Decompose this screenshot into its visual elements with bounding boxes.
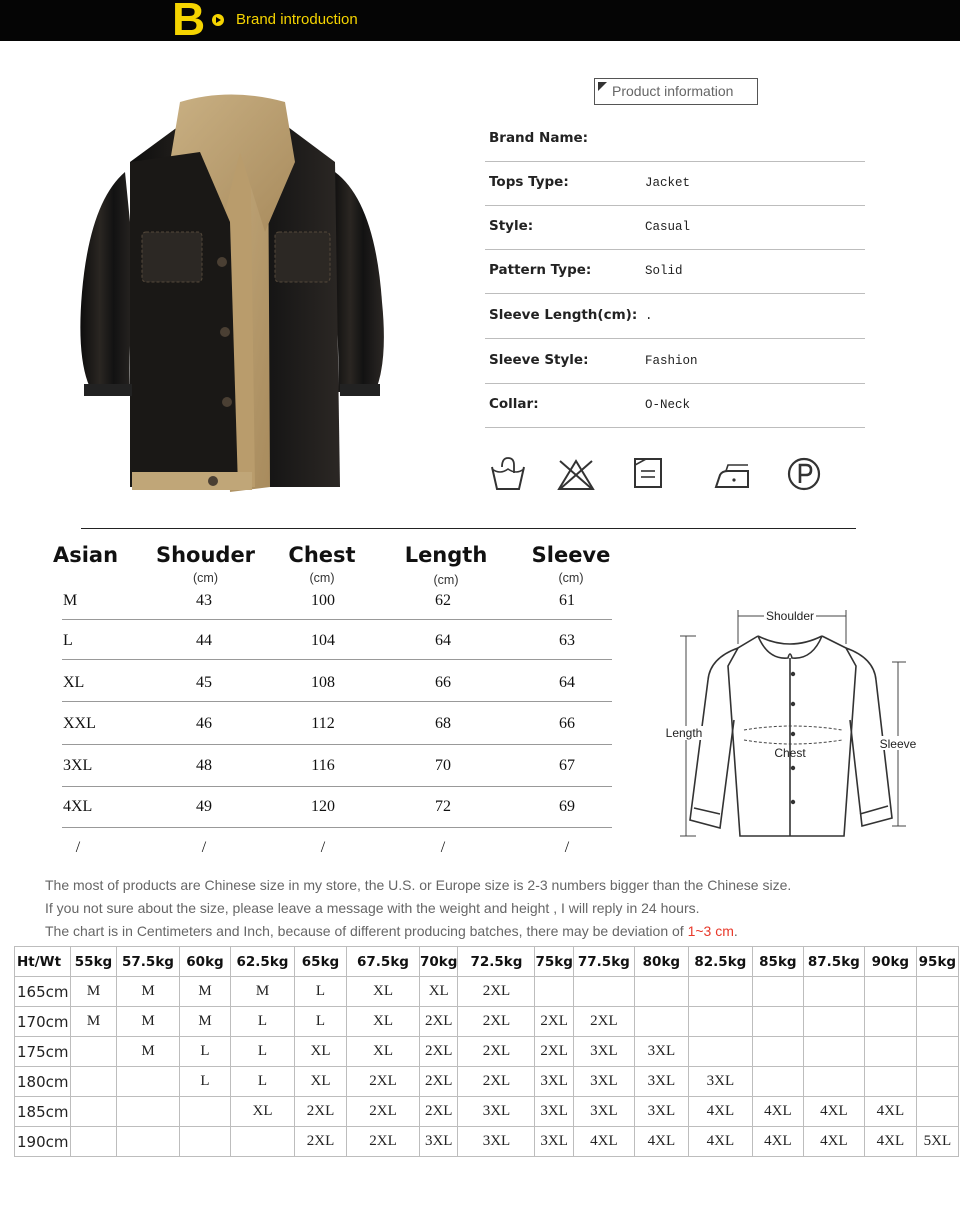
size-chart-value-cell: 112 bbox=[311, 715, 335, 732]
fit-table-size-cell: M bbox=[180, 977, 231, 1007]
fit-table-size-cell bbox=[71, 1127, 117, 1157]
fit-table-size-cell bbox=[71, 1097, 117, 1127]
fit-table-weight-header: 57.5kg bbox=[117, 947, 180, 977]
fit-table-size-cell bbox=[117, 1127, 180, 1157]
size-chart-unit: (cm) bbox=[433, 573, 459, 587]
spec-row-tops-type bbox=[485, 162, 865, 206]
table-row bbox=[15, 1127, 959, 1157]
fit-table-size-cell: 4XL bbox=[688, 1097, 752, 1127]
fit-table-size-cell bbox=[916, 977, 958, 1007]
fit-table-size-cell: 3XL bbox=[573, 1037, 634, 1067]
diagram-label-shoulder: Shoulder bbox=[765, 609, 815, 623]
fit-table-size-cell bbox=[916, 1097, 958, 1127]
size-chart-size-cell: L bbox=[63, 632, 73, 649]
spec-label: Sleeve Style: bbox=[489, 352, 589, 368]
note-deviation-text: The chart is in Centimeters and Inch, because of different producing batches, there may be deviation of bbox=[45, 923, 688, 939]
fit-table-weight-header: 80kg bbox=[634, 947, 688, 977]
fit-table-size-cell: L bbox=[180, 1037, 231, 1067]
size-chart-size-cell: 4XL bbox=[63, 798, 93, 815]
fit-table-size-cell bbox=[752, 1067, 803, 1097]
fit-table-size-cell bbox=[535, 977, 573, 1007]
fit-table-size-cell: M bbox=[117, 1007, 180, 1037]
table-row bbox=[15, 1067, 959, 1097]
fit-table-size-cell: 4XL bbox=[864, 1097, 916, 1127]
size-chart-value-cell: / bbox=[320, 839, 326, 856]
fit-table-weight-header: 60kg bbox=[180, 947, 231, 977]
fit-table-weight-header: 70kg bbox=[420, 947, 458, 977]
fit-table-weight-header: 65kg bbox=[295, 947, 347, 977]
size-chart-value-cell: 49 bbox=[196, 798, 212, 815]
size-chart-size-cell: M bbox=[63, 592, 78, 609]
size-chart-size-cell: 3XL bbox=[63, 757, 93, 774]
brand-logo-letter: B bbox=[172, 0, 206, 45]
size-chart-value-cell: 62 bbox=[435, 592, 451, 609]
fit-table-size-cell: 2XL bbox=[420, 1067, 458, 1097]
fit-table-size-cell: 4XL bbox=[573, 1127, 634, 1157]
fit-table-size-cell: 4XL bbox=[752, 1097, 803, 1127]
spec-value: . bbox=[645, 309, 653, 323]
fit-table-size-cell bbox=[573, 977, 634, 1007]
fit-table-weight-header: 87.5kg bbox=[803, 947, 864, 977]
diagram-label-sleeve: Sleeve bbox=[879, 737, 917, 751]
fit-table-size-cell bbox=[803, 1037, 864, 1067]
fit-table-size-cell: 2XL bbox=[458, 1037, 535, 1067]
spec-row-collar bbox=[485, 384, 865, 428]
dry-clean-p-icon bbox=[785, 455, 825, 493]
spec-label: Style: bbox=[489, 218, 534, 234]
fit-table-size-cell bbox=[916, 1007, 958, 1037]
size-chart-header: Length bbox=[404, 543, 488, 567]
size-chart-unit: (cm) bbox=[558, 571, 584, 585]
fit-table-size-cell bbox=[803, 977, 864, 1007]
do-not-bleach-icon bbox=[556, 455, 596, 493]
fit-table-size-cell bbox=[634, 1007, 688, 1037]
fit-table-weight-header: 75kg bbox=[535, 947, 573, 977]
fit-table-size-cell: 4XL bbox=[803, 1127, 864, 1157]
fit-table-size-cell bbox=[864, 1067, 916, 1097]
size-chart-value-cell: 46 bbox=[196, 715, 212, 732]
fit-table-size-cell bbox=[916, 1037, 958, 1067]
fit-table-corner-header: Ht/Wt bbox=[15, 947, 71, 977]
height-weight-size-table bbox=[14, 946, 959, 1157]
size-chart-value-cell: 116 bbox=[311, 757, 335, 774]
size-chart-row-divider bbox=[62, 827, 612, 828]
diagram-label-length: Length bbox=[665, 726, 703, 740]
fit-table-size-cell bbox=[752, 977, 803, 1007]
fit-table-weight-header: 62.5kg bbox=[231, 947, 295, 977]
fit-table-size-cell: 3XL bbox=[573, 1067, 634, 1097]
measurement-diagram bbox=[660, 600, 920, 845]
size-chart-row-divider bbox=[62, 786, 612, 787]
size-chart-value-cell: 120 bbox=[311, 798, 335, 815]
size-chart-size-cell: XL bbox=[63, 674, 85, 691]
spec-value: Casual bbox=[645, 220, 691, 234]
fit-table-size-cell: 2XL bbox=[347, 1097, 420, 1127]
size-chart-value-cell: 67 bbox=[559, 757, 575, 774]
note-deviation-info bbox=[45, 923, 738, 939]
size-chart-value-cell: 70 bbox=[435, 757, 451, 774]
size-chart-row-divider bbox=[62, 701, 612, 702]
fit-table-size-cell: XL bbox=[231, 1097, 295, 1127]
jacket-product-image bbox=[70, 92, 395, 502]
fit-table-size-cell: XL bbox=[420, 977, 458, 1007]
fit-table-size-cell: XL bbox=[347, 1037, 420, 1067]
fit-table-size-cell: 3XL bbox=[535, 1127, 573, 1157]
note-deviation-end: . bbox=[733, 923, 738, 939]
fit-table-size-cell: 2XL bbox=[573, 1007, 634, 1037]
size-chart-value-cell: 61 bbox=[559, 592, 575, 609]
spec-label: Tops Type: bbox=[489, 174, 569, 190]
fit-table-size-cell: 4XL bbox=[864, 1127, 916, 1157]
fit-table-weight-header: 82.5kg bbox=[688, 947, 752, 977]
fit-table-size-cell bbox=[231, 1127, 295, 1157]
fit-table-size-cell: M bbox=[117, 1037, 180, 1067]
fit-table-size-cell: XL bbox=[347, 977, 420, 1007]
iron-low-icon bbox=[712, 455, 752, 493]
fit-table-size-cell bbox=[688, 977, 752, 1007]
fit-table-weight-header: 77.5kg bbox=[573, 947, 634, 977]
size-chart-header: Shouder bbox=[155, 543, 256, 567]
fit-table-size-cell: 2XL bbox=[420, 1007, 458, 1037]
fit-table-weight-header: 72.5kg bbox=[458, 947, 535, 977]
size-chart-value-cell: 66 bbox=[559, 715, 575, 732]
spec-label: Pattern Type: bbox=[489, 262, 592, 278]
fit-table-size-cell: 3XL bbox=[420, 1127, 458, 1157]
spec-row-pattern-type bbox=[485, 250, 865, 294]
spec-value: Jacket bbox=[645, 176, 691, 190]
size-chart-value-cell: 45 bbox=[196, 674, 212, 691]
fit-table-size-cell: XL bbox=[295, 1037, 347, 1067]
table-row bbox=[15, 1097, 959, 1127]
product-information-label: Product information bbox=[612, 83, 734, 99]
size-chart-value-cell: 44 bbox=[196, 632, 212, 649]
fit-table-size-cell: XL bbox=[347, 1007, 420, 1037]
spec-value: Fashion bbox=[645, 354, 698, 368]
fit-table-size-cell bbox=[864, 977, 916, 1007]
size-chart-header: Sleeve bbox=[531, 543, 611, 567]
size-chart-header: Asian bbox=[52, 543, 119, 567]
section-divider bbox=[81, 528, 856, 529]
spec-value: Solid bbox=[645, 264, 683, 278]
size-chart-size-cell: / bbox=[75, 839, 81, 856]
fit-table-size-cell: 4XL bbox=[688, 1127, 752, 1157]
fit-table-size-cell: M bbox=[71, 977, 117, 1007]
hand-wash-icon bbox=[488, 455, 528, 493]
spec-label: Collar: bbox=[489, 396, 539, 412]
fit-table-size-cell: 2XL bbox=[347, 1067, 420, 1097]
fit-table-size-cell: 2XL bbox=[458, 1067, 535, 1097]
diagram-label-chest: Chest bbox=[774, 746, 806, 760]
fit-table-size-cell bbox=[180, 1097, 231, 1127]
fit-table-weight-header: 95kg bbox=[916, 947, 958, 977]
fit-table-size-cell: 3XL bbox=[573, 1097, 634, 1127]
table-row bbox=[15, 1037, 959, 1067]
fit-table-weight-header: 85kg bbox=[752, 947, 803, 977]
fit-table-size-cell: 2XL bbox=[347, 1127, 420, 1157]
spec-label: Brand Name: bbox=[489, 130, 589, 146]
size-chart-value-cell: 100 bbox=[311, 592, 335, 609]
fit-table-size-cell bbox=[71, 1037, 117, 1067]
fit-table-size-cell: 4XL bbox=[803, 1097, 864, 1127]
fit-table-size-cell: L bbox=[231, 1037, 295, 1067]
note-deviation-highlight: 1~3 cm bbox=[687, 923, 734, 939]
fit-table-size-cell: L bbox=[180, 1067, 231, 1097]
fit-table-size-cell: 2XL bbox=[535, 1037, 573, 1067]
size-chart-value-cell: 48 bbox=[196, 757, 212, 774]
fit-table-size-cell bbox=[117, 1097, 180, 1127]
fit-table-size-cell: L bbox=[231, 1067, 295, 1097]
size-chart-unit: (cm) bbox=[309, 571, 335, 585]
size-chart-value-cell: 64 bbox=[559, 674, 575, 691]
size-chart-row-divider bbox=[62, 744, 612, 745]
fit-table-size-cell: M bbox=[180, 1007, 231, 1037]
size-chart-value-cell: 104 bbox=[311, 632, 335, 649]
table-row bbox=[15, 977, 959, 1007]
size-chart-row-divider bbox=[62, 619, 612, 620]
spec-row-sleeve-style bbox=[485, 340, 865, 384]
fit-table-height-cell: 175cm bbox=[15, 1037, 71, 1067]
note-size-info: The most of products are Chinese size in my store, the U.S. or Europe size is 2-3 numbers bigger than the Chinese size. bbox=[45, 877, 792, 893]
fit-table-size-cell: 3XL bbox=[458, 1097, 535, 1127]
fit-table-weight-header: 67.5kg bbox=[347, 947, 420, 977]
product-information-title bbox=[594, 78, 758, 105]
corner-triangle-icon bbox=[598, 82, 607, 91]
size-chart-value-cell: 68 bbox=[435, 715, 451, 732]
size-chart-value-cell: / bbox=[201, 839, 207, 856]
fit-table-size-cell: 2XL bbox=[458, 1007, 535, 1037]
fit-table-height-cell: 180cm bbox=[15, 1067, 71, 1097]
note-message-info: If you not sure about the size, please leave a message with the weight and height , I will reply in 24 hours. bbox=[45, 900, 700, 916]
size-chart-value-cell: 64 bbox=[435, 632, 451, 649]
brand-header-bar bbox=[0, 0, 960, 45]
fit-table-size-cell bbox=[117, 1067, 180, 1097]
fit-table-size-cell: 2XL bbox=[295, 1097, 347, 1127]
fit-table-size-cell bbox=[688, 1037, 752, 1067]
fit-table-size-cell: 4XL bbox=[752, 1127, 803, 1157]
spec-value: O-Neck bbox=[645, 398, 691, 412]
fit-table-size-cell: 2XL bbox=[295, 1127, 347, 1157]
size-chart-value-cell: / bbox=[440, 839, 446, 856]
fit-table-size-cell: M bbox=[117, 977, 180, 1007]
size-chart-header: Chest bbox=[288, 543, 356, 567]
fit-table-height-cell: 185cm bbox=[15, 1097, 71, 1127]
size-chart-size-cell: XXL bbox=[63, 715, 96, 732]
size-chart-value-cell: 72 bbox=[435, 798, 451, 815]
size-chart-row-divider bbox=[62, 659, 612, 660]
fit-table-size-cell: M bbox=[231, 977, 295, 1007]
fit-table-size-cell bbox=[634, 977, 688, 1007]
fit-table-height-cell: 165cm bbox=[15, 977, 71, 1007]
fit-table-size-cell: 3XL bbox=[634, 1097, 688, 1127]
spec-row-style bbox=[485, 206, 865, 250]
fit-table-size-cell: 5XL bbox=[916, 1127, 958, 1157]
play-circle-icon bbox=[212, 14, 224, 26]
fit-table-size-cell: 2XL bbox=[420, 1097, 458, 1127]
fit-table-size-cell: L bbox=[295, 977, 347, 1007]
fit-table-size-cell bbox=[752, 1007, 803, 1037]
fit-table-size-cell bbox=[688, 1007, 752, 1037]
brand-introduction-title: Brand introduction bbox=[236, 11, 358, 28]
fit-table-size-cell bbox=[864, 1007, 916, 1037]
fit-table-size-cell: 3XL bbox=[535, 1067, 573, 1097]
fit-table-size-cell bbox=[803, 1067, 864, 1097]
size-chart-value-cell: 69 bbox=[559, 798, 575, 815]
fit-table-size-cell: 3XL bbox=[634, 1067, 688, 1097]
tumble-dry-icon bbox=[630, 455, 670, 493]
fit-table-size-cell bbox=[864, 1037, 916, 1067]
fit-table-size-cell: 3XL bbox=[688, 1067, 752, 1097]
fit-table-size-cell bbox=[180, 1127, 231, 1157]
fit-table-size-cell: 3XL bbox=[634, 1037, 688, 1067]
size-chart-value-cell: 108 bbox=[311, 674, 335, 691]
fit-table-size-cell bbox=[803, 1007, 864, 1037]
fit-table-height-cell: 170cm bbox=[15, 1007, 71, 1037]
fit-table-weight-header: 55kg bbox=[71, 947, 117, 977]
size-chart-value-cell: 63 bbox=[559, 632, 575, 649]
fit-table-size-cell: XL bbox=[295, 1067, 347, 1097]
fit-table-size-cell: 3XL bbox=[458, 1127, 535, 1157]
fit-table-size-cell: 4XL bbox=[634, 1127, 688, 1157]
fit-table-weight-header: 90kg bbox=[864, 947, 916, 977]
fit-table-size-cell: 2XL bbox=[420, 1037, 458, 1067]
size-chart-unit: (cm) bbox=[193, 571, 218, 585]
fit-table-size-cell: 3XL bbox=[535, 1097, 573, 1127]
table-row bbox=[15, 1007, 959, 1037]
fit-table-height-cell: 190cm bbox=[15, 1127, 71, 1157]
spec-row-brand-name bbox=[485, 118, 865, 162]
size-chart-value-cell: 66 bbox=[435, 674, 451, 691]
fit-table-header-row bbox=[15, 947, 959, 977]
fit-table-size-cell: 2XL bbox=[458, 977, 535, 1007]
fit-table-size-cell: M bbox=[71, 1007, 117, 1037]
fit-table-size-cell: L bbox=[295, 1007, 347, 1037]
spec-label: Sleeve Length(cm): bbox=[489, 307, 638, 323]
fit-table-size-cell bbox=[752, 1037, 803, 1067]
size-chart-value-cell: 43 bbox=[196, 592, 212, 609]
size-chart-value-cell: / bbox=[564, 839, 570, 856]
fit-table-size-cell bbox=[71, 1067, 117, 1097]
spec-row-sleeve-length bbox=[485, 295, 865, 339]
fit-table-size-cell bbox=[916, 1067, 958, 1097]
fit-table-size-cell: L bbox=[231, 1007, 295, 1037]
fit-table-size-cell: 2XL bbox=[535, 1007, 573, 1037]
